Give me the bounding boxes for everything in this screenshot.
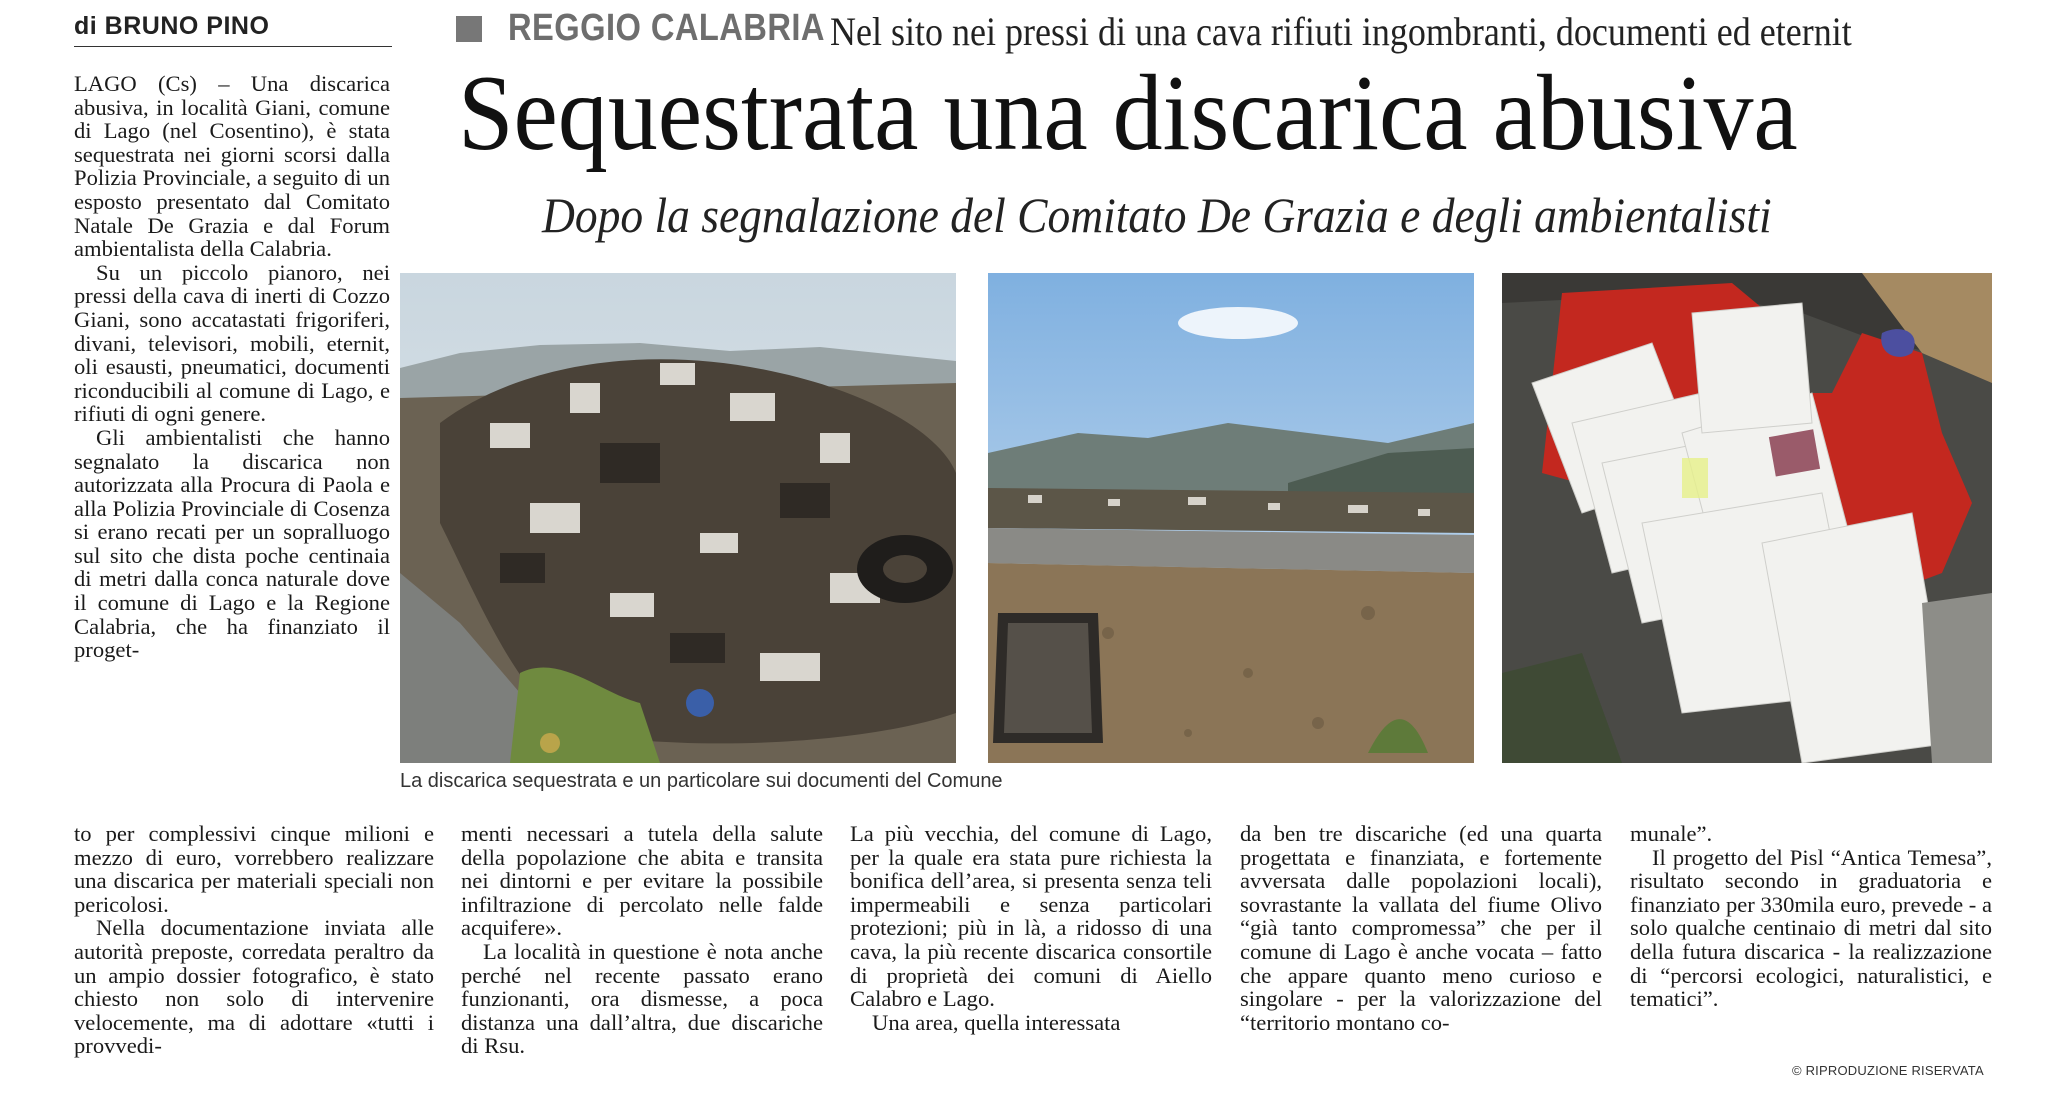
paragraph: munale”. <box>1630 821 1713 846</box>
paragraph: Il progetto del Pisl “Antica Temesa”, risultato secondo in graduatoria e finanziato per 330mila euro, prevede - a solo qualche centinaio di metri dal sito della futura discarica - la realizzazione di “percorsi ecologici, naturalistici, e tematici”. <box>1630 844 1992 1012</box>
paragraph: da ben tre discariche (ed una quarta progettata e finanziata, e fortemente avversata dalle popolazioni locali), sovrastante la vallata del fiume Olivo “già tanto compromessa” che per il comune di Lago è anche vocata – fatto che appare quanto meno curioso e singolare - per la valorizzazione del “territorio montano co- <box>1240 821 1602 1035</box>
headline: Sequestrata una discarica abusiva <box>458 54 1798 173</box>
article-column-3 <box>850 822 1212 1034</box>
article-column-2 <box>461 822 823 1058</box>
paragraph: Gli ambientalisti che hanno segnalato la discarica non autorizzata alla Procura di Paola e alla Polizia Provinciale di Cosenza si erano recati per un sopralluogo sul sito che dista poche centinaia di metri dalla conca naturale dove il comune di Lago e la Regione Calabria, che ha finanziato il proget- <box>74 424 390 663</box>
photo-documents <box>1502 273 1992 763</box>
paragraph: LAGO (Cs) – Una discarica abusiva, in località Giani, comune di Lago (nel Cosentino), è stata sequestrata nei giorni scorsi dalla Polizia Provinciale, a seguito di un esposto presentato dal Comitato Natale De Grazia e dal Forum ambientalista della Calabria. <box>74 71 390 262</box>
paragraph: Nella documentazione inviata alle autorità preposte, corredata peraltro da un ampio dossier fotografico, è stato chiesto non solo di intervenire velocemente, ma di adottare «tutti i provvedi- <box>74 915 434 1059</box>
paragraph: to per complessivi cinque milioni e mezzo di euro, vorrebbero realizzare una discarica per materiali speciali non pericolosi. <box>74 821 434 917</box>
paragraph: Su un piccolo pianoro, nei pressi della cava di inerti di Cozzo Giani, sono accatastati frigoriferi, divani, televisori, mobili, eternit, oli esausti, pneumatici, documenti riconducibili al comune di Lago, e rifiuti di ogni genere. <box>74 259 390 427</box>
photo-landfill-pile <box>400 273 956 763</box>
copyright-notice: © RIPRODUZIONE RISERVATA <box>1792 1063 1984 1078</box>
kicker: Nel sito nei pressi di una cava rifiuti ingombranti, documenti ed eternit <box>830 9 1852 54</box>
section-marker <box>456 16 482 42</box>
article-column-5 <box>1630 822 1992 1011</box>
photo-caption: La discarica sequestrata e un particolare sui documenti del Comune <box>400 770 1003 792</box>
byline: di BRUNO PINO <box>74 12 270 40</box>
photo-landscape <box>988 273 1474 763</box>
article-column-1 <box>74 72 390 662</box>
paragraph: Una area, quella interessata <box>872 1009 1121 1035</box>
article-column-4 <box>1240 822 1602 1034</box>
subheadline: Dopo la segnalazione del Comitato De Grazia e degli ambientalisti <box>542 187 1772 243</box>
paragraph: La più vecchia, del comune di Lago, per la quale era stata pure richiesta la bonifica dell’area, si presenta senza teli impermeabili e senza particolari protezioni; più in là, a ridosso di una cava, la più recente discarica consortile di proprietà dei comuni di Aiello Calabro e Lago. <box>850 821 1212 1012</box>
paragraph: menti necessari a tutela della salute della popolazione che abita e transita nei dintorni e per evitare la possibile infiltrazione di percolato nelle falde acquifere». <box>461 821 823 941</box>
byline-rule <box>74 46 392 47</box>
paragraph: La località in questione è nota anche perché nel recente passato erano funzionanti, ora dismesse, a poca distanza una dall’altra, due discariche di Rsu. <box>461 938 823 1059</box>
section-label: REGGIO CALABRIA <box>508 7 825 49</box>
article-column-1-continued <box>74 822 434 1058</box>
